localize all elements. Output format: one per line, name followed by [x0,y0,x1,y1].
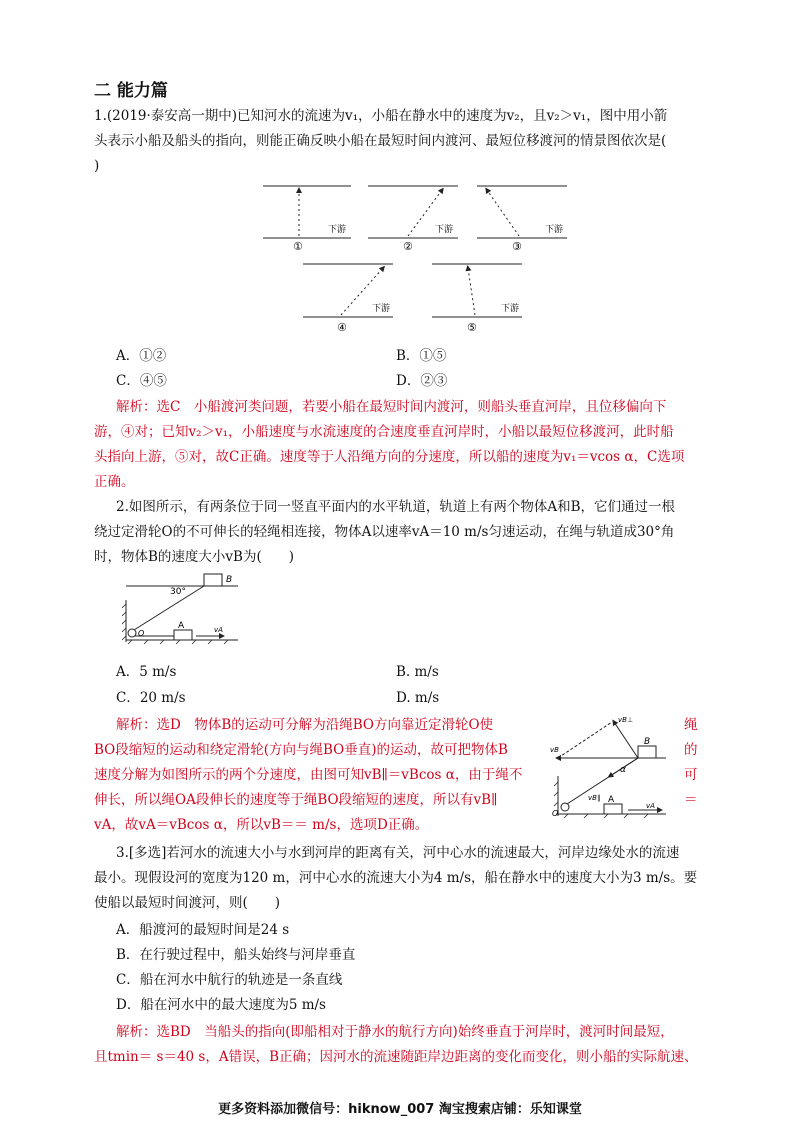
q1-analysis-line-3: 头指向上游，⑤对，故C正确。速度等于人沿绳方向的分速度，所以船的速度为v₁＝vcos α，C选项 [94,449,685,465]
alpha-label: α [620,765,626,775]
block-b-label: B [226,575,233,585]
q2-option-b[interactable]: B. m/s [396,664,439,680]
q1-stem-line-3: ) [94,158,100,174]
q3-option-d[interactable]: D．船在河水中的最大速度为5 m/s [116,997,326,1013]
diagram-label-1: ① [293,240,303,253]
pulley-o-label: O [138,629,145,638]
q2-stem-line-3: 时，物体B的速度大小vB为( ) [94,549,295,565]
vb-perp-label: vB⊥ [618,716,634,724]
angle-label: 30° [170,587,186,597]
q1-option-a[interactable]: A．①② [116,348,167,364]
q3-analysis-line-1: 解析：选BD 当船头的指向(即船相对于静水的航行方向)始终垂直于河岸时，渡河时间最短， [116,1024,674,1040]
q2-analysis-line-4: 伸长，所以绳OA段伸长的速度等于绳BO段缩短的速度，所以有vB∥ [94,792,498,808]
q1-river-diagrams [255,180,575,350]
q3-option-b[interactable]: B．在行驶过程中，船头始终与河岸垂直 [116,947,356,963]
q2-right-char-3: 可 [684,767,698,783]
q3-stem-line-1: 3.[多选]若河水的流速大小与水到河岸的距离有关，河中心水的流速最大，河岸边缘处水的流速 [116,845,680,861]
q3-option-a[interactable]: A．船渡河的最短时间是24 s [116,922,290,938]
diagram-2 [368,186,458,253]
q3-stem-line-3: 使船以最短时间渡河，则( ) [94,895,281,911]
section-title: 二 能力篇 [94,81,168,101]
block-a-label: A [178,621,185,631]
q2-right-char-1: 绳 [684,717,698,733]
q3-analysis-line-2: 且tmin＝ s＝40 s，A错误，B正确；因河水的流速随距岸边距离的变化而变化，则小船的实际航速、 [94,1049,698,1065]
q2-velocity-decomposition-figure [548,710,673,822]
diagram-label-2: ② [403,240,413,253]
va-label-2: vA [646,802,655,810]
q3-stem-line-2: 最小。现假设河的宽度为120 m，河中心水的流速大小为4 m/s，船在静水中的速度大小为3 m/s。要 [94,870,698,886]
q2-analysis-line-1: 解析：选D 物体B的运动可分解为沿绳BO方向靠近定滑轮O使 [116,717,494,733]
q2-analysis-line-5: vA，故vA＝vBcos α，所以vB＝＝ m/s，选项D正确。 [94,817,429,833]
diagram-label-5: ⑤ [467,321,477,334]
block-a-label-2: A [608,795,615,805]
q1-stem-line-1: 1.(2019·泰安高一期中)已知河水的流速为v₁，小船在静水中的速度为v₂，且v₂＞v₁，图中用小箭 [94,108,668,124]
footer-ad: 更多资料添加微信号：hiknow_007 淘宝搜索店铺：乐知课堂 [218,1102,582,1117]
q2-stem-line-2: 绕过定滑轮O的不可伸长的轻绳相连接，物体A以速率vA＝10 m/s匀速运动，在绳与轨道成30°角 [94,524,675,540]
q1-analysis-line-2: 游，④对；已知v₂＞v₁，小船速度与水流速度的合速度垂直河岸时，小船以最短位移渡河，此时船 [94,424,674,440]
q2-right-char-4: ＝ [684,792,698,808]
diagram-1 [263,186,351,253]
q2-right-char-2: 的 [684,742,698,758]
block-b-label-2: B [644,737,651,747]
q1-option-b[interactable]: B．①⑤ [396,348,447,364]
q2-stem-line-1: 2.如图所示，有两条位于同一竖直平面内的水平轨道，轨道上有两个物体A和B，它们通过一根 [116,499,676,515]
downstream-label: 下游 [545,225,564,235]
vb-par-label: vB∥ [588,794,601,802]
q2-option-a[interactable]: A．5 m/s [116,664,177,680]
q2-option-c[interactable]: C．20 m/s [116,690,186,706]
q2-option-d[interactable]: D. m/s [396,690,440,706]
q3-option-c[interactable]: C．船在河水中航行的轨迹是一条直线 [116,972,343,988]
diagram-3 [477,186,567,253]
diagram-label-3: ③ [512,240,522,253]
q1-analysis-line-4: 正确。 [94,474,135,490]
q1-option-d[interactable]: D．②③ [396,373,448,389]
q1-option-c[interactable]: C．④⑤ [116,373,167,389]
pulley-o-label-2: O [552,809,559,818]
velocity-a-label: vA [214,626,223,634]
diagram-4 [303,264,393,334]
q2-analysis-line-2: BO段缩短的运动和绕定滑轮(方向与绳BO垂直)的运动，故可把物体B [94,742,508,758]
q1-stem-line-2: 头表示小船及船头的指向，则能正确反映小船在最短时间内渡河、最短位移渡河的情景图依次是( [94,133,667,149]
vb-label: vB [550,746,559,754]
diagram-label-4: ④ [337,321,347,334]
downstream-label: 下游 [328,225,347,235]
downstream-label: 下游 [372,304,391,314]
q2-analysis-line-3: 速度分解为如图所示的两个分速度，由图可知vB∥＝vBcos α，由于绳不 [94,767,523,783]
downstream-label: 下游 [435,225,454,235]
q2-pulley-figure [118,570,243,650]
diagram-5 [432,264,522,334]
downstream-label: 下游 [501,304,520,314]
q1-analysis-line-1: 解析：选C 小船渡河类问题，若要小船在最短时间内渡河，则船头垂直河岸，且位移偏向下 [116,399,667,415]
